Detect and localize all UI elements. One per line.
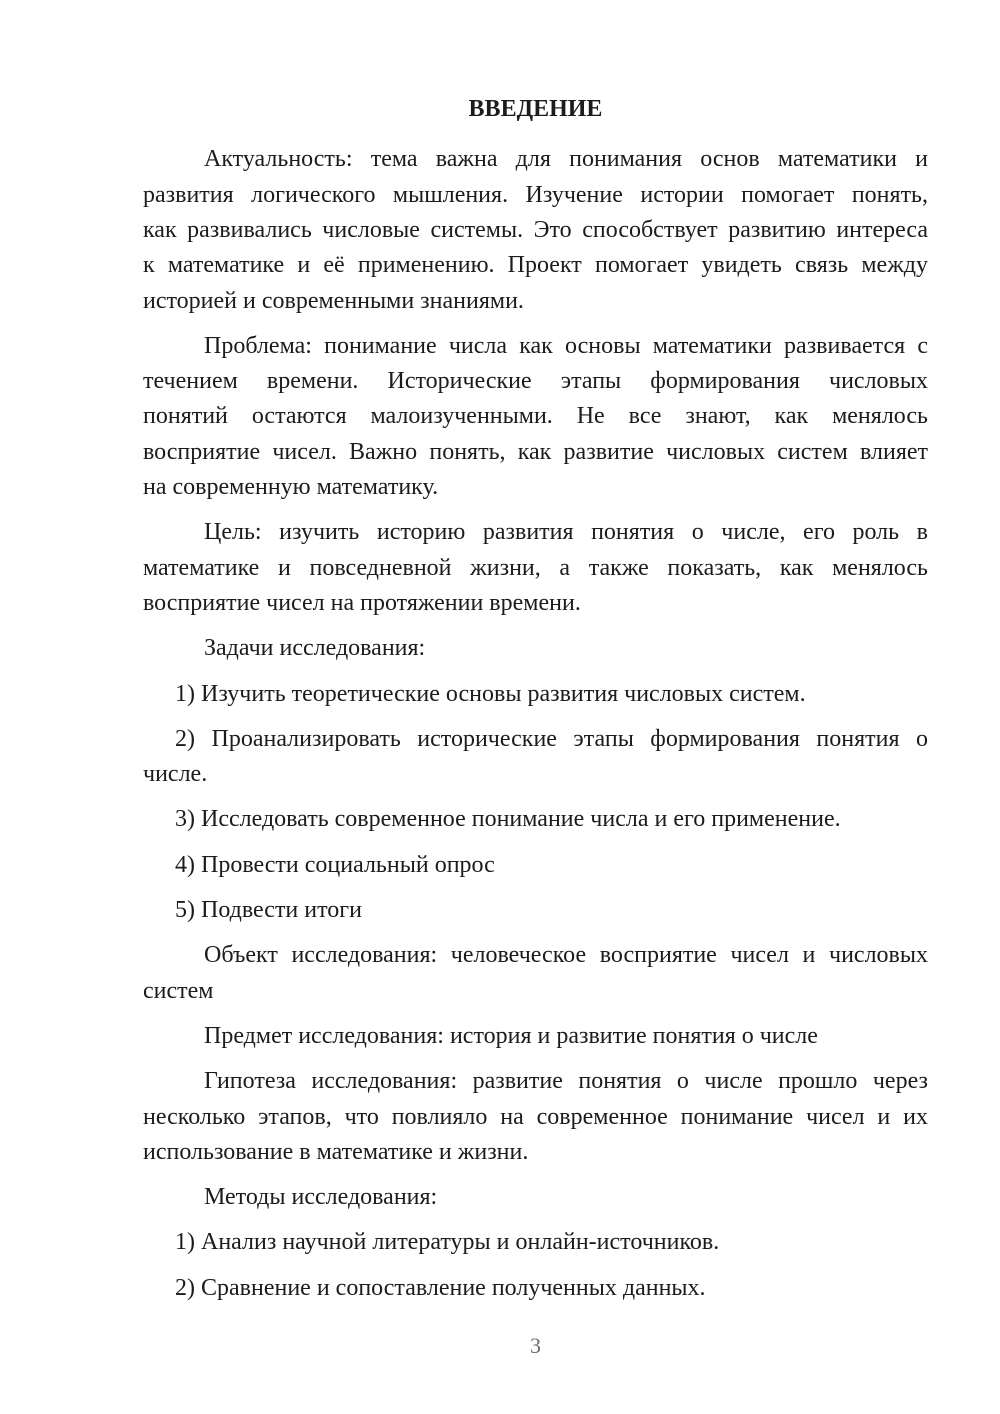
text-line: 5) Подвести итоги: [175, 897, 362, 924]
text-line: Предмет исследования: история и развитие понятия о числе: [204, 1022, 818, 1049]
task-item: [143, 802, 928, 837]
paragraph-subject: [143, 1019, 928, 1054]
text-line: как развивались числовые системы. Это способствует развитию интереса: [143, 216, 928, 243]
text-line: Задачи исследования:: [204, 635, 426, 662]
method-item: [143, 1225, 928, 1260]
text-line: 1) Анализ научной литературы и онлайн-источников.: [175, 1229, 720, 1256]
text-line: Гипотеза исследования: развитие понятия о числе прошло через: [204, 1068, 928, 1095]
text-line: Методы исследования:: [204, 1184, 438, 1211]
text-line: 2) Сравнение и сопоставление полученных данных.: [175, 1274, 706, 1301]
text-line: Объект исследования: человеческое восприятие чисел и числовых: [204, 942, 928, 969]
text-line: 4) Провести социальный опрос: [175, 851, 495, 878]
text-line: историей и современными знаниями.: [143, 287, 524, 314]
document-body: [143, 142, 928, 1316]
text-line: математике и повседневной жизни, а также показать, как менялось: [143, 554, 928, 581]
text-line: восприятие чисел на протяжении времени.: [143, 589, 581, 616]
text-line: к математике и её применению. Проект помогает увидеть связь между: [143, 252, 928, 279]
paragraph-goal: [143, 515, 928, 621]
text-line: Цель: изучить историю развития понятия о числе, его роль в: [204, 519, 928, 546]
text-line: использование в математике и жизни.: [143, 1138, 529, 1165]
text-line: Актуальность: тема важна для понимания основ математики и: [204, 146, 928, 173]
task-item: [143, 677, 928, 712]
text-line: развития логического мышления. Изучение истории помогает понять,: [143, 181, 928, 208]
text-line: 3) Исследовать современное понимание числа и его применение.: [175, 806, 841, 833]
text-line: понятий остаются малоизученными. Не все знают, как менялось: [143, 403, 928, 430]
text-line: Проблема: понимание числа как основы математики развивается с: [204, 332, 928, 359]
text-line: на современную математику.: [143, 474, 439, 501]
task-item: [143, 722, 928, 793]
text-line: 2) Проанализировать исторические этапы формирования понятия о: [175, 725, 928, 752]
paragraph-hypothesis: [143, 1064, 928, 1170]
paragraph-problem: [143, 329, 928, 505]
text-line: систем: [143, 977, 214, 1004]
text-line: 1) Изучить теоретические основы развития числовых систем.: [175, 680, 806, 707]
task-item: [143, 893, 928, 928]
paragraph-object: [143, 938, 928, 1009]
text-line: течением времени. Исторические этапы формирования числовых: [143, 368, 928, 395]
text-line: восприятие чисел. Важно понять, как развитие числовых систем влияет: [143, 438, 928, 465]
tasks-heading: [143, 631, 928, 666]
text-line: несколько этапов, что повлияло на современное понимание чисел и их: [143, 1103, 928, 1130]
task-item: [143, 848, 928, 883]
methods-heading: [143, 1180, 928, 1215]
method-item: [143, 1271, 928, 1306]
paragraph-relevance: [143, 142, 928, 318]
section-title: ВВЕДЕНИЕ: [468, 96, 603, 122]
text-line: числе.: [143, 761, 208, 788]
page-number: 3: [530, 1333, 541, 1358]
